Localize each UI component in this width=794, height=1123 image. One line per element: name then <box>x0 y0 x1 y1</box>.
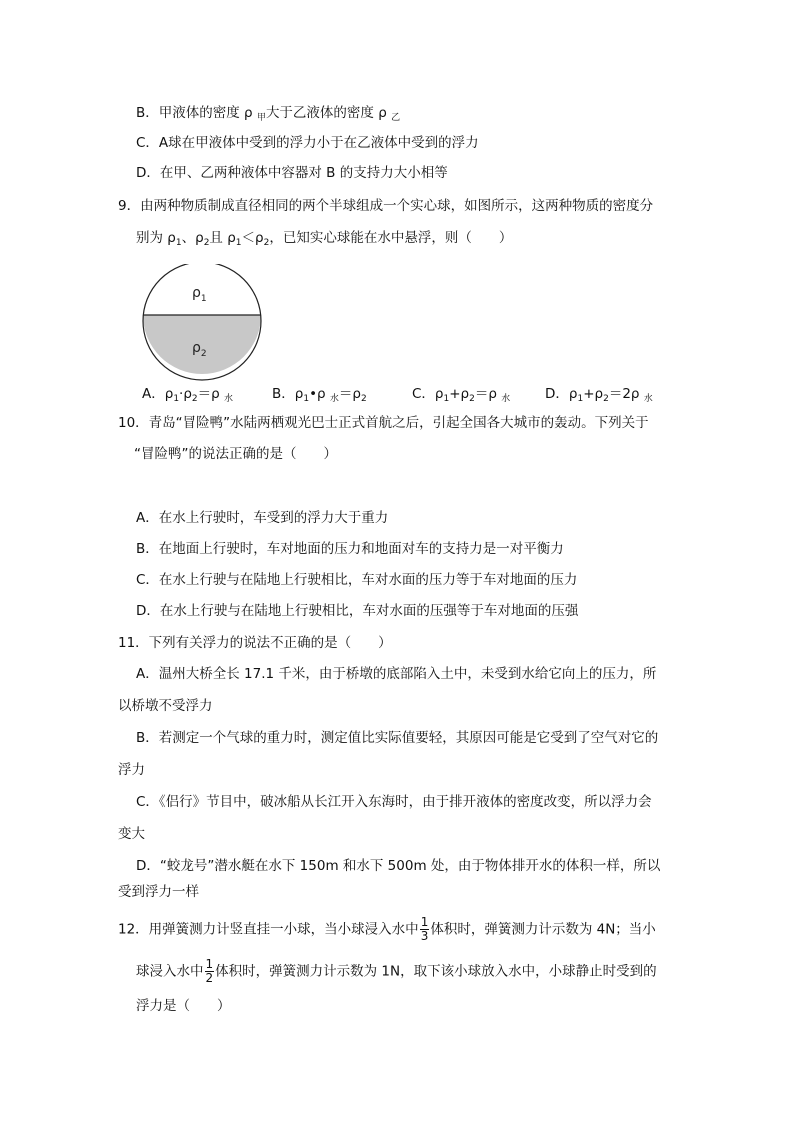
q11-stem: 11．下列有关浮力的说法不正确的是（ ） <box>118 635 392 651</box>
q8-option-b <box>136 103 400 128</box>
q9-option-b: B．$\rho_1•\rho$ $_水=\rho_2$ <box>272 386 367 404</box>
sphere-diagram <box>138 264 266 392</box>
q10-stem-line1: 10．青岛“冒险鸭”水陆两栖观光巴士正式首航之后，引起全国各大城市的轰动。下列关于 <box>118 415 649 431</box>
q10-stem-line2: “冒险鸭”的说法正确的是（ ） <box>134 446 337 462</box>
q10-option-d: D．在水上行驶与在陆地上行驶相比，车对水面的压强等于车对地面的压强 <box>136 603 579 619</box>
q11-option-c-line2: 变大 <box>118 826 145 842</box>
q10-option-b: B．在地面上行驶时，车对地面的压力和地面对车的支持力是一对平衡力 <box>136 541 564 557</box>
q11-option-c-line1: C．《侣行》节目中，破冰船从长江开入东海时，由于排开液体的密度改变，所以浮力会 <box>136 794 652 810</box>
q12-stem-line3: 浮力是（ ） <box>136 998 231 1014</box>
rho2-label: $\rho_2$ <box>192 340 207 359</box>
q12-stem-line2: 球浸入水中 $\frac{1}{2}$ 体积时，弹簧测力计示数为 1N，取下该小球放入水中，小球静止时受到的 <box>136 957 657 985</box>
q11-option-d-line1: D．“蛟龙号”潜水艇在水下 150m 和水下 500m 处，由于物体排开水的体积一样，所以 <box>136 858 661 874</box>
q8-option-c: C．A球在甲液体中受到的浮力小于在乙液体中受到的浮力 <box>136 135 479 151</box>
lower-hemisphere <box>143 315 261 374</box>
fraction-one-half: $\frac{1}{2}$ <box>205 957 214 985</box>
q9-option-d: D．$\rho_1+\rho_2=2\rho$ $_水$ <box>545 386 653 404</box>
fraction-one-third: $\frac{1}{3}$ <box>420 915 429 943</box>
q9-stem-line2: 别为 $\rho_1$、$\rho_2$且 $\rho_1<\rho_2$，已知实心球能在水中悬浮，则（ ） <box>136 230 513 248</box>
q11-option-a-line2: 以桥墩不受浮力 <box>118 698 213 714</box>
q8-option-d: D．在甲、乙两种液体中容器对 B 的支持力大小相等 <box>136 165 448 181</box>
q11-option-b-line2: 浮力 <box>118 762 145 778</box>
q11-option-d-line2: 受到浮力一样 <box>118 884 199 900</box>
q8-option-b-text: B．甲液体的密度 ρ <box>136 105 257 121</box>
q9-option-a: A．$\rho_1\cdot\rho_2=\rho$ $_水$ <box>142 386 234 404</box>
q10-option-c: C．在水上行驶与在陆地上行驶相比，车对水面的压力等于车对地面的压力 <box>136 572 578 588</box>
q10-option-a: A．在水上行驶时，车受到的浮力大于重力 <box>136 510 389 526</box>
q8-option-b-text: 大于乙液体的密度 ρ <box>265 105 392 121</box>
q12-stem-line1: 12．用弹簧测力计竖直挂一小球，当小球浸入水中 $\frac{1}{3}$ 体积时，弹簧测力计示数为 4N；当小 <box>118 915 656 943</box>
rho1-label: $\rho_1$ <box>192 285 207 304</box>
q11-option-a-line1: A．温州大桥全长 17.1 千米，由于桥墩的底部陷入土中，未受到水给它向上的压力，所 <box>136 666 657 682</box>
subscript: 乙 <box>391 113 401 123</box>
q11-option-b-line1: B．若测定一个气球的重力时，测定值比实际值要轻，其原因可能是它受到了空气对它的 <box>136 730 659 746</box>
q9-stem-line1: 9．由两种物质制成直径相同的两个半球组成一个实心球，如图所示，这两种物质的密度分 <box>118 198 654 214</box>
subscript: 甲 <box>256 113 266 123</box>
q9-option-c: C．$\rho_1+\rho_2=\rho$ $_水$ <box>412 386 511 404</box>
